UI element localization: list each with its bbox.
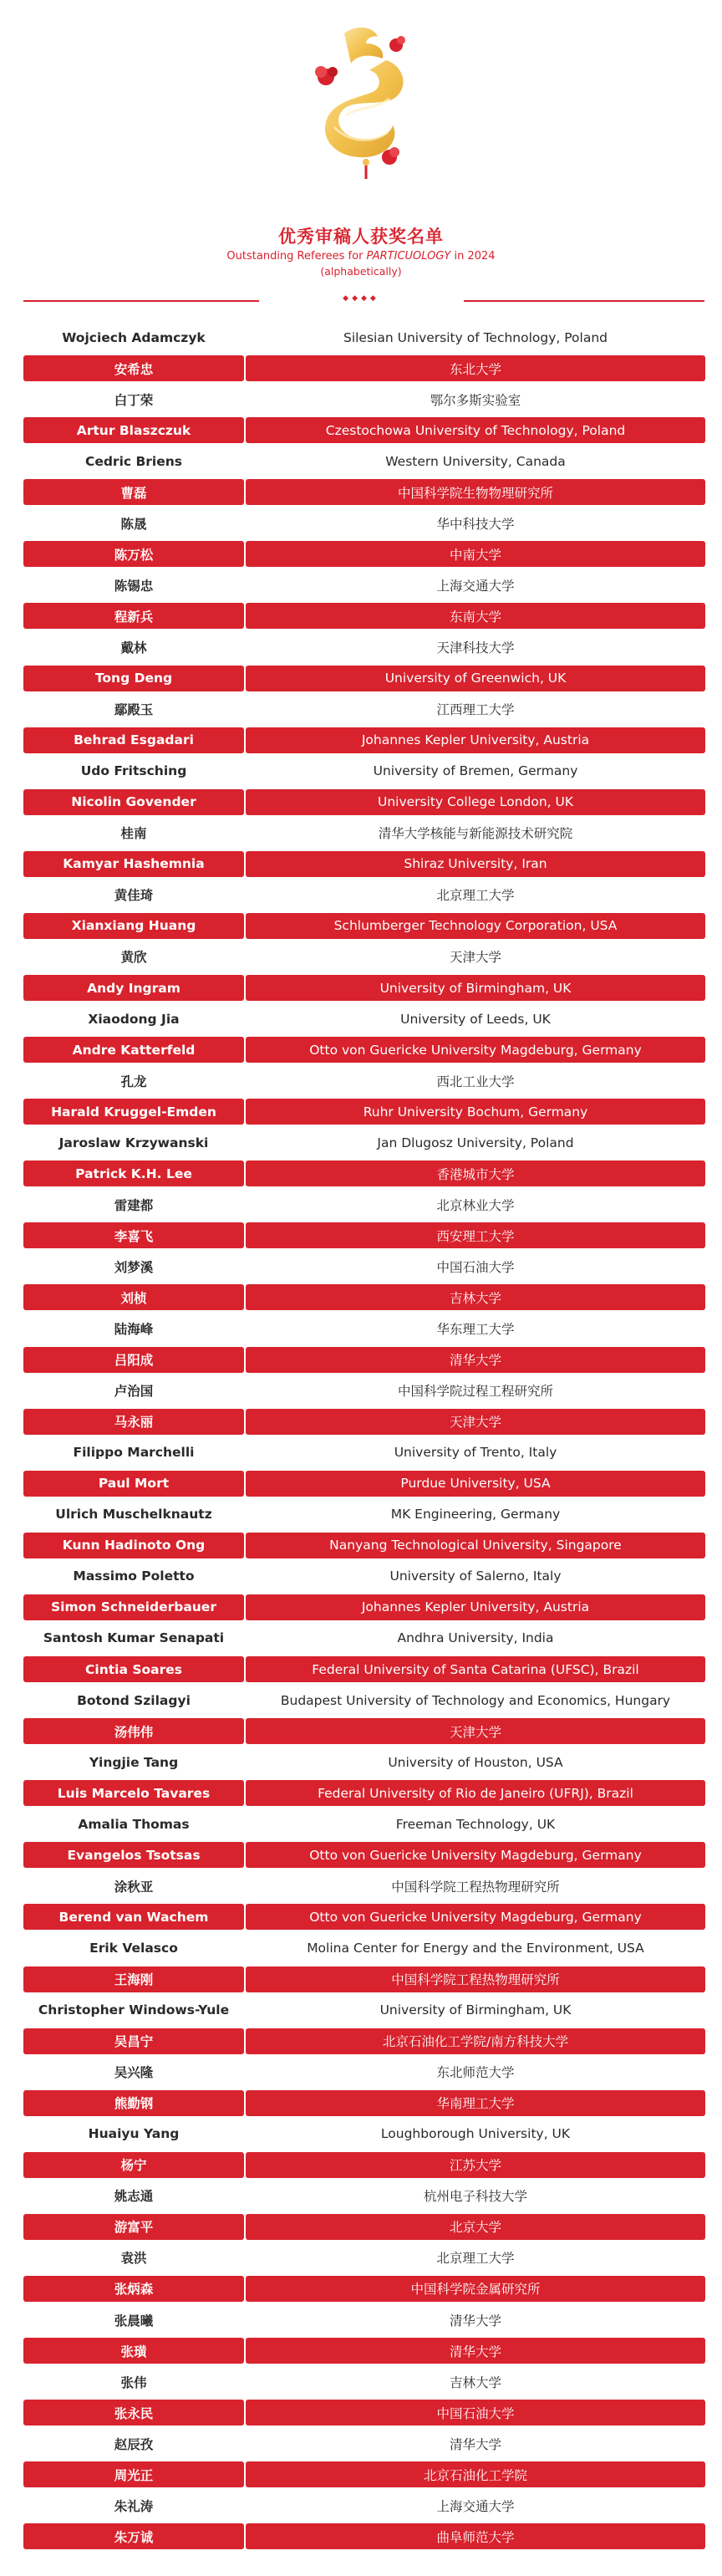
referee-institution: 东北师范大学	[436, 2065, 515, 2081]
referee-row	[23, 1808, 705, 1839]
referee-institution: 北京石油化工学院	[246, 2461, 705, 2487]
referee-name: 张璜	[23, 2338, 244, 2364]
referee-institution: 江西理工大学	[436, 702, 515, 718]
subtitle-suffix: in 2024	[450, 250, 496, 263]
referee-institution: 吉林大学	[246, 1284, 705, 1310]
referee-row	[23, 1344, 705, 1375]
referee-name: 程新兵	[23, 603, 244, 629]
referee-row	[23, 1251, 705, 1282]
referee-institution: 清华大学	[246, 1347, 705, 1373]
referee-name: 孔龙	[120, 1074, 147, 1089]
referee-name: 刘桢	[23, 1284, 244, 1310]
referee-name: 陈锡忠	[114, 578, 154, 594]
referee-name: Huaiyu Yang	[88, 2126, 180, 2142]
referee-institution: 中国石油大学	[436, 1259, 515, 1275]
referee-row	[23, 756, 705, 787]
referee-institution: Budapest University of Technology and Economics, Hungary	[280, 1692, 671, 1708]
referee-institution: 清华大学核能与新能源技术研究院	[378, 826, 573, 842]
referee-row	[23, 1654, 705, 1685]
referee-institution: 中国科学院工程热物理研究所	[391, 1879, 560, 1895]
referee-row	[23, 1437, 705, 1468]
referee-institution: Johannes Kepler University, Austria	[246, 1594, 705, 1620]
referee-institution: 北京理工大学	[436, 888, 515, 904]
referee-row	[23, 2119, 705, 2150]
referee-row	[23, 725, 705, 756]
referee-name: Christopher Windows-Yule	[38, 2002, 230, 2018]
referee-row	[23, 353, 705, 384]
referee-row	[23, 322, 705, 353]
referee-row	[23, 1685, 705, 1716]
page-title: 优秀审稿人获奖名单	[278, 227, 444, 247]
dragon-emblem-icon	[286, 15, 436, 182]
referee-name: Behrad Esgadari	[23, 727, 244, 753]
referee-institution: 中南大学	[246, 541, 705, 567]
referee-row	[23, 2026, 705, 2057]
referee-name: 张炳森	[23, 2276, 244, 2302]
referee-institution: University of Salerno, Italy	[389, 1569, 562, 1584]
referee-name: Evangelos Tsotsas	[23, 1842, 244, 1868]
referee-institution: 中国科学院金属研究所	[246, 2276, 705, 2302]
referee-name: 王海刚	[23, 1966, 244, 1992]
referee-name: Amalia Thomas	[78, 1816, 190, 1832]
referee-institution: Johannes Kepler University, Austria	[246, 727, 705, 753]
referee-institution: 清华大学	[246, 2338, 705, 2364]
referee-institution: 中国科学院生物物理研究所	[246, 479, 705, 505]
referee-institution: Otto von Guericke University Magdeburg, Germany	[246, 1037, 705, 1063]
referee-institution: 北京理工大学	[436, 2251, 515, 2267]
referee-row	[23, 1995, 705, 2026]
referee-row	[23, 2335, 705, 2366]
referee-institution: 华中科技大学	[436, 516, 515, 532]
referee-name: Filippo Marchelli	[73, 1445, 195, 1461]
referee-institution: 中国石油大学	[246, 2400, 705, 2426]
referee-row	[23, 1314, 705, 1344]
referee-institution: University of Birmingham, UK	[246, 975, 705, 1001]
referee-row	[23, 2428, 705, 2459]
referee-name: 张晨曦	[114, 2313, 154, 2329]
referee-row	[23, 1963, 705, 1994]
referee-name: 刘梦溪	[114, 1259, 154, 1275]
referee-name: 卢治国	[114, 1384, 154, 1400]
referee-name: 安希忠	[23, 355, 244, 381]
referee-row	[23, 1065, 705, 1096]
referee-row	[23, 2181, 705, 2211]
referee-row	[23, 1468, 705, 1499]
referee-name: 周光正	[23, 2461, 244, 2487]
referee-row	[23, 2304, 705, 2335]
referee-institution: Czestochowa University of Technology, Poland	[246, 417, 705, 443]
referee-row	[23, 2273, 705, 2304]
referee-row	[23, 631, 705, 662]
referee-row	[23, 818, 705, 849]
referee-row	[23, 663, 705, 694]
referee-name: 鄢殿玉	[114, 702, 154, 718]
referee-name: Paul Mort	[23, 1471, 244, 1497]
referee-institution: 中国科学院工程热物理研究所	[246, 1966, 705, 1992]
referee-row	[23, 1499, 705, 1530]
referee-institution: 华南理工大学	[246, 2090, 705, 2116]
referee-row	[23, 2242, 705, 2273]
referee-institution: 北京林业大学	[436, 1197, 515, 1213]
referee-name: Tong Deng	[23, 666, 244, 691]
referee-row	[23, 2397, 705, 2428]
referee-row	[23, 787, 705, 818]
referee-row	[23, 1530, 705, 1561]
title-block	[0, 224, 722, 279]
referee-row	[23, 446, 705, 477]
referee-name: Xiaodong Jia	[88, 1011, 180, 1027]
referee-institution: Freeman Technology, UK	[395, 1816, 556, 1832]
referee-name: 曹磊	[23, 479, 244, 505]
referee-row	[23, 415, 705, 446]
referee-row	[23, 1375, 705, 1406]
referee-row	[23, 1406, 705, 1437]
referee-institution: University of Trento, Italy	[394, 1445, 557, 1461]
referee-row	[23, 1561, 705, 1592]
referee-institution: 中国科学院过程工程研究所	[397, 1384, 553, 1400]
referee-row	[23, 1901, 705, 1932]
referee-institution: University College London, UK	[246, 789, 705, 815]
referee-name: Simon Schneiderbauer	[23, 1594, 244, 1620]
referee-row	[23, 2459, 705, 2490]
referee-institution: 天津大学	[246, 1718, 705, 1744]
referee-institution: 天津大学	[449, 950, 501, 966]
referee-institution: MK Engineering, Germany	[390, 1507, 561, 1523]
referee-row	[23, 1932, 705, 1963]
referee-name: 陆海峰	[114, 1322, 154, 1338]
referee-row	[23, 849, 705, 880]
referee-name: 熊勤钢	[23, 2090, 244, 2116]
referee-name: Luis Marcelo Tavares	[23, 1780, 244, 1806]
referee-row	[23, 1189, 705, 1220]
referee-name: Erik Velasco	[89, 1940, 178, 1956]
referee-institution: Loughborough University, UK	[380, 2126, 571, 2142]
referee-row	[23, 569, 705, 600]
referee-name: 陈万松	[23, 541, 244, 567]
referee-row	[23, 941, 705, 972]
referee-row	[23, 1592, 705, 1623]
referee-name: 白丁荣	[114, 392, 154, 408]
referee-row	[23, 2150, 705, 2181]
referee-institution: 吉林大学	[449, 2375, 501, 2390]
referee-name: Kunn Hadinoto Ong	[23, 1533, 244, 1558]
referee-row	[23, 538, 705, 569]
referee-institution: Federal University of Santa Catarina (UFSC), Brazil	[246, 1656, 705, 1682]
referee-name: 杨宁	[23, 2152, 244, 2178]
referee-row	[23, 1839, 705, 1870]
referee-institution: 曲阜师范大学	[246, 2523, 705, 2549]
referee-institution: 鄂尔多斯实验室	[430, 392, 521, 408]
referee-row	[23, 2521, 705, 2552]
referee-name: Udo Fritsching	[80, 763, 187, 779]
referee-name: Andy Ingram	[23, 975, 244, 1001]
referee-institution: Purdue University, USA	[246, 1471, 705, 1497]
referee-list	[23, 322, 705, 2552]
referee-name: 涂秋亚	[114, 1879, 154, 1895]
referee-name: Santosh Kumar Senapati	[43, 1630, 225, 1646]
referee-institution: Silesian University of Technology, Poland	[343, 329, 608, 345]
referee-institution: Andhra University, India	[397, 1630, 554, 1646]
referee-name: 吴昌宁	[23, 2028, 244, 2054]
referee-row	[23, 1127, 705, 1158]
referee-name: Massimo Poletto	[73, 1569, 195, 1584]
referee-name: 袁洪	[120, 2251, 147, 2267]
referee-institution: 清华大学	[449, 2313, 501, 2329]
referee-name: 张伟	[120, 2375, 147, 2390]
referee-name: Ulrich Muschelknautz	[55, 1507, 212, 1523]
referee-row	[23, 508, 705, 538]
referee-name: 马永丽	[23, 1409, 244, 1435]
referee-institution: 西安理工大学	[246, 1222, 705, 1248]
referee-name: Yingjie Tang	[89, 1754, 179, 1770]
referee-name: 朱万诚	[23, 2523, 244, 2549]
referee-institution: University of Greenwich, UK	[246, 666, 705, 691]
referee-institution: Federal University of Rio de Janeiro (UFRJ), Brazil	[246, 1780, 705, 1806]
referee-name: 桂南	[120, 826, 147, 842]
referee-institution: University of Houston, USA	[388, 1754, 563, 1770]
referee-row	[23, 880, 705, 911]
referee-row	[23, 1158, 705, 1189]
referee-institution: 香港城市大学	[246, 1160, 705, 1186]
referee-name: Andre Katterfeld	[23, 1037, 244, 1063]
referee-name: Cintia Soares	[23, 1656, 244, 1682]
referee-name: Wojciech Adamczyk	[62, 329, 206, 345]
referee-institution: 北京石油化工学院/南方科技大学	[246, 2028, 705, 2054]
referee-row	[23, 1282, 705, 1313]
referee-institution: 东北大学	[246, 355, 705, 381]
referee-institution: Molina Center for Energy and the Environment, USA	[307, 1940, 644, 1956]
referee-institution: 天津大学	[246, 1409, 705, 1435]
referee-name: Harald Kruggel-Emden	[23, 1099, 244, 1125]
referee-name: 朱礼涛	[114, 2498, 154, 2514]
referee-name: 赵辰孜	[114, 2436, 154, 2452]
referee-row	[23, 384, 705, 415]
referee-name: 黄佳琦	[114, 888, 154, 904]
referee-row	[23, 1778, 705, 1808]
referee-institution: 杭州电子科技大学	[423, 2189, 527, 2205]
journal-name: PARTICUOLOGY	[366, 250, 451, 263]
referee-name: Patrick K.H. Lee	[23, 1160, 244, 1186]
referee-institution: Otto von Guericke University Magdeburg, Germany	[246, 1842, 705, 1868]
referee-row	[23, 1220, 705, 1251]
page-subtitle	[0, 249, 722, 264]
referee-name: 游富平	[23, 2214, 244, 2240]
referee-name: 雷建都	[114, 1197, 154, 1213]
referee-institution: 上海交通大学	[436, 2498, 515, 2514]
referee-institution: Jan Dlugosz University, Poland	[377, 1135, 574, 1150]
referee-row	[23, 2057, 705, 2088]
referee-name: Nicolin Govender	[23, 789, 244, 815]
diamond-dots-ornament: ◆◆◆◆	[343, 294, 379, 303]
referee-row	[23, 2211, 705, 2242]
referee-name: Berend van Wachem	[23, 1904, 244, 1930]
subtitle-prefix: Outstanding Referees for	[226, 250, 367, 263]
referee-row	[23, 1096, 705, 1127]
referee-name: 李喜飞	[23, 1222, 244, 1248]
referee-row	[23, 911, 705, 941]
referee-name: Artur Blaszczuk	[23, 417, 244, 443]
referee-name: 戴林	[120, 640, 147, 655]
referee-name: Kamyar Hashemnia	[23, 851, 244, 877]
referee-row	[23, 1034, 705, 1065]
referee-row	[23, 2366, 705, 2397]
referee-name: 吴兴隆	[114, 2065, 154, 2081]
referee-institution: Otto von Guericke University Magdeburg, Germany	[246, 1904, 705, 1930]
referee-name: 姚志通	[114, 2189, 154, 2205]
referee-institution: 江苏大学	[246, 2152, 705, 2178]
referee-institution: University of Leeds, UK	[400, 1011, 551, 1027]
referee-row	[23, 1716, 705, 1747]
referee-institution: 东南大学	[246, 603, 705, 629]
referee-row	[23, 2088, 705, 2119]
referee-row	[23, 2490, 705, 2521]
dragon-emblem-logo	[0, 15, 722, 182]
referee-institution: 西北工业大学	[436, 1074, 515, 1089]
referee-row	[23, 972, 705, 1003]
referee-institution: Ruhr University Bochum, Germany	[246, 1099, 705, 1125]
referee-institution: Nanyang Technological University, Singapore	[246, 1533, 705, 1558]
referee-name: 吕阳成	[23, 1347, 244, 1373]
referee-name: Jaroslaw Krzywanski	[58, 1135, 209, 1150]
referee-institution: 北京大学	[246, 2214, 705, 2240]
referee-row	[23, 600, 705, 631]
referee-institution: University of Bremen, Germany	[373, 763, 578, 779]
referee-institution: Shiraz University, Iran	[246, 851, 705, 877]
referee-row	[23, 1747, 705, 1778]
referee-institution: Western University, Canada	[385, 453, 566, 469]
ordering-note: (alphabetically)	[320, 265, 402, 278]
referee-name: Xianxiang Huang	[23, 913, 244, 939]
referee-institution: 清华大学	[449, 2436, 501, 2452]
referee-name: 汤伟伟	[23, 1718, 244, 1744]
referee-institution: 上海交通大学	[436, 578, 515, 594]
divider-right	[464, 300, 704, 302]
referee-name: 张永民	[23, 2400, 244, 2426]
referee-institution: Schlumberger Technology Corporation, USA	[246, 913, 705, 939]
referee-name: Botond Szilagyi	[77, 1692, 191, 1708]
referee-name: 黄欣	[120, 950, 147, 966]
referee-name: 陈晟	[120, 516, 147, 532]
referee-name: Cedric Briens	[84, 453, 183, 469]
referee-row	[23, 477, 705, 508]
referee-institution: University of Birmingham, UK	[379, 2002, 572, 2018]
referee-institution: 华东理工大学	[436, 1322, 515, 1338]
referee-row	[23, 1003, 705, 1034]
referee-row	[23, 694, 705, 725]
referee-row	[23, 1870, 705, 1901]
referee-row	[23, 1623, 705, 1654]
referee-institution: 天津科技大学	[436, 640, 515, 655]
